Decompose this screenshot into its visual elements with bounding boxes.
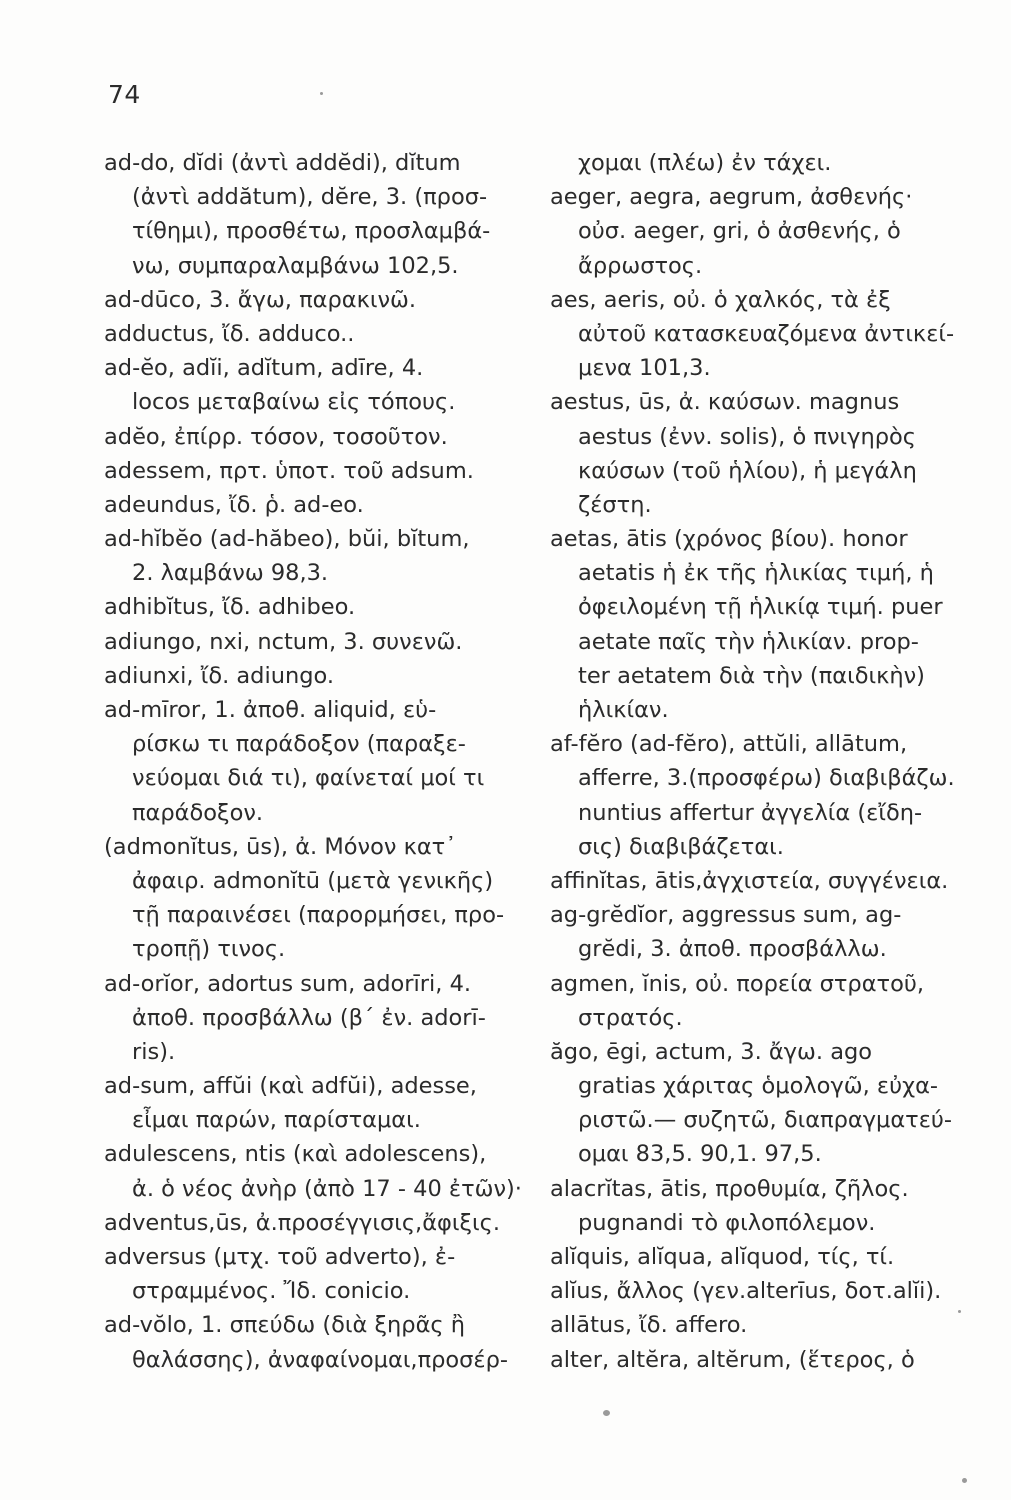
dictionary-line: (admonĭtus, ūs), ἀ. Μόνον κατ᾽ — [104, 833, 457, 860]
dictionary-line: ad-sum, affŭi (καὶ adfŭi), adesse, — [104, 1073, 477, 1100]
dictionary-line: ad-dūco, 3. ἄγω, παρακινῶ. — [104, 286, 417, 313]
dictionary-line: ριστῶ.— συζητῶ, διαπραγματεύ- — [578, 1107, 952, 1134]
dictionary-line: θαλάσσης), ἀναφαίνομαι,προσέρ- — [132, 1346, 508, 1373]
dictionary-line: ὀφειλομένη τῇ ἡλικίᾳ τιμή. puer — [578, 594, 943, 621]
dictionary-line: αὐτοῦ κατασκευαζόμενα ἀντικεί- — [578, 320, 955, 347]
dictionary-line: afferre, 3.(προσφέρω) διαβιβάζω. — [578, 765, 955, 792]
dictionary-line: ρίσκω τι παράδοξον (παραξε- — [132, 731, 466, 758]
dictionary-line: ăgo, ēgi, actum, 3. ἄγω. ago — [550, 1038, 873, 1065]
dictionary-line: aes, aeris, οὐ. ὁ χαλκός, τὰ ἐξ — [550, 286, 891, 313]
dictionary-line: adductus, ἴδ. adduco.. — [104, 320, 355, 347]
dictionary-line: adeundus, ἴδ. ῥ. ad-eo. — [104, 491, 364, 518]
dictionary-line: ἀ. ὁ νέος ἀνὴρ (ἀπὸ 17 - 40 ἐτῶν)· — [132, 1175, 522, 1202]
dictionary-line: καύσων (τοῦ ἡλίου), ἡ μεγάλη — [578, 457, 917, 484]
dictionary-line: adĕo, ἐπίρρ. τόσον, τοσοῦτον. — [104, 423, 448, 450]
dictionary-line: affinĭtas, ātis,ἀγχιστεία, συγγένεια. — [550, 867, 949, 894]
dictionary-line: adventus,ūs, ἀ.προσέγγισις,ἄφιξις. — [104, 1209, 501, 1236]
dictionary-line: ter aetatem διὰ τὴν (παιδικὴν) — [578, 662, 925, 689]
dictionary-line: adessem, πρτ. ὑποτ. τοῦ adsum. — [104, 457, 474, 484]
print-speck — [320, 92, 323, 95]
dictionary-line: gratias χάριτας ὁμολογῶ, εὐχα- — [578, 1073, 939, 1100]
dictionary-line: adiungo, nxi, nctum, 3. συνενῶ. — [104, 628, 463, 655]
dictionary-line: alĭquis, alĭqua, alĭquod, τίς, τί. — [550, 1244, 895, 1270]
dictionary-line: ἀφαιρ. admonĭtū (μετὰ γενικῆς) — [132, 867, 494, 894]
dictionary-line: ad-ĕo, adĭi, adĭtum, adīre, 4. — [104, 355, 424, 382]
dictionary-line: aetas, ātis (χρόνος βίου). honor — [550, 526, 908, 553]
dictionary-line: οὐσ. aeger, gri, ὁ ἀσθενής, ὁ — [578, 218, 901, 245]
dictionary-line: aetate παῖς τὴν ἡλικίαν. prop- — [578, 628, 919, 655]
dictionary-line: aestus (ἐνν. solis), ὁ πνιγηρὸς — [578, 423, 916, 450]
dictionary-line: μενα 101,3. — [578, 355, 711, 382]
dictionary-line: παράδοξον. — [132, 799, 264, 826]
print-speck — [958, 1310, 961, 1313]
dictionary-line: nuntius affertur ἀγγελία (εἴδη- — [578, 799, 923, 826]
print-speck — [603, 1410, 610, 1416]
dictionary-line: adiunxi, ἴδ. adiungo. — [104, 662, 335, 689]
dictionary-line: locos μεταβαίνω εἰς τόπους. — [132, 389, 456, 416]
dictionary-line: ἡλικίαν. — [578, 697, 669, 723]
dictionary-line: ad-hĭbĕo (ad-hăbeo), bŭi, bĭtum, — [104, 526, 470, 553]
print-speck — [962, 1478, 967, 1483]
dictionary-line: σις) διαβιβάζεται. — [578, 833, 784, 860]
dictionary-line: allātus, ἴδ. affero. — [550, 1312, 748, 1339]
dictionary-line: ζέστη. — [578, 491, 652, 518]
left-column — [104, 146, 522, 1377]
dictionary-line: ἄρρωστος. — [578, 252, 703, 279]
dictionary-line: ad-vŏlo, 1. σπεύδω (διὰ ξηρᾶς ἢ — [104, 1312, 466, 1339]
dictionary-line: ad-do, dĭdi (ἀντὶ addĕdi), dĭtum — [104, 150, 461, 176]
dictionary-line: ἀποθ. προσβάλλω (β΄ ἐν. adorī- — [132, 1004, 486, 1031]
right-column — [550, 146, 975, 1377]
dictionary-line: adhibĭtus, ἴδ. adhibeo. — [104, 594, 356, 621]
dictionary-line: τίθημι), προσθέτω, προσλαμβά- — [132, 218, 491, 245]
page-number: 74 — [108, 80, 141, 109]
dictionary-line: pugnandi τὸ φιλοπόλεμον. — [578, 1209, 876, 1236]
dictionary-line: af-fĕro (ad-fĕro), attŭli, allātum, — [550, 731, 908, 758]
dictionary-line: χομαι (πλέω) ἐν τάχει. — [578, 150, 832, 176]
dictionary-line: agmen, ĭnis, οὐ. πορεία στρατοῦ, — [550, 970, 925, 997]
dictionary-line: στραμμένος. Ἴδ. conicio. — [132, 1278, 411, 1305]
dictionary-line: ad-orĭor, adortus sum, adorīri, 4. — [104, 970, 472, 997]
dictionary-line: alacrĭtas, ātis, προθυμία, ζῆλος. — [550, 1175, 909, 1202]
dictionary-line: στρατός. — [578, 1004, 683, 1031]
dictionary-line: adversus (μτχ. τοῦ adverto), ἐ- — [104, 1244, 456, 1270]
dictionary-line: ag-grĕdĭor, aggressus sum, ag- — [550, 902, 902, 929]
dictionary-line: εἶμαι παρών, παρίσταμαι. — [132, 1107, 421, 1134]
dictionary-line: ad-mīror, 1. ἀποθ. aliquid, εὑ- — [104, 697, 437, 723]
dictionary-line: aeger, aegra, aegrum, ἀσθενής· — [550, 184, 913, 211]
dictionary-line: 2. λαμβάνω 98,3. — [132, 560, 329, 587]
dictionary-line: aetatis ἡ ἐκ τῆς ἡλικίας τιμή, ἡ — [578, 560, 934, 587]
dictionary-line: ομαι 83,5. 90,1. 97,5. — [578, 1141, 822, 1168]
dictionary-line: alĭus, ἄλλος (γεν.alterīus, δοτ.alĭi). — [550, 1278, 942, 1305]
dictionary-line: νω, συμπαραλαμβάνω 102,5. — [132, 252, 459, 279]
dictionary-line: aestus, ūs, ἀ. καύσων. magnus — [550, 389, 900, 416]
dictionary-line: νεύομαι διά τι), φαίνεταί μοί τι — [132, 765, 485, 792]
dictionary-line: τροπῇ) τινος. — [132, 936, 286, 963]
dictionary-line: τῇ παραινέσει (παρορμήσει, προ- — [132, 902, 505, 929]
dictionary-line: ris). — [132, 1038, 176, 1065]
dictionary-line: grĕdi, 3. ἀποθ. προσβάλλω. — [578, 936, 887, 963]
dictionary-line: alter, altĕra, altĕrum, (ἕτερος, ὁ — [550, 1346, 915, 1373]
dictionary-line: (ἀντὶ addătum), dĕre, 3. (προσ- — [132, 184, 488, 211]
dictionary-line: adulescens, ntis (καὶ adolescens), — [104, 1141, 487, 1168]
